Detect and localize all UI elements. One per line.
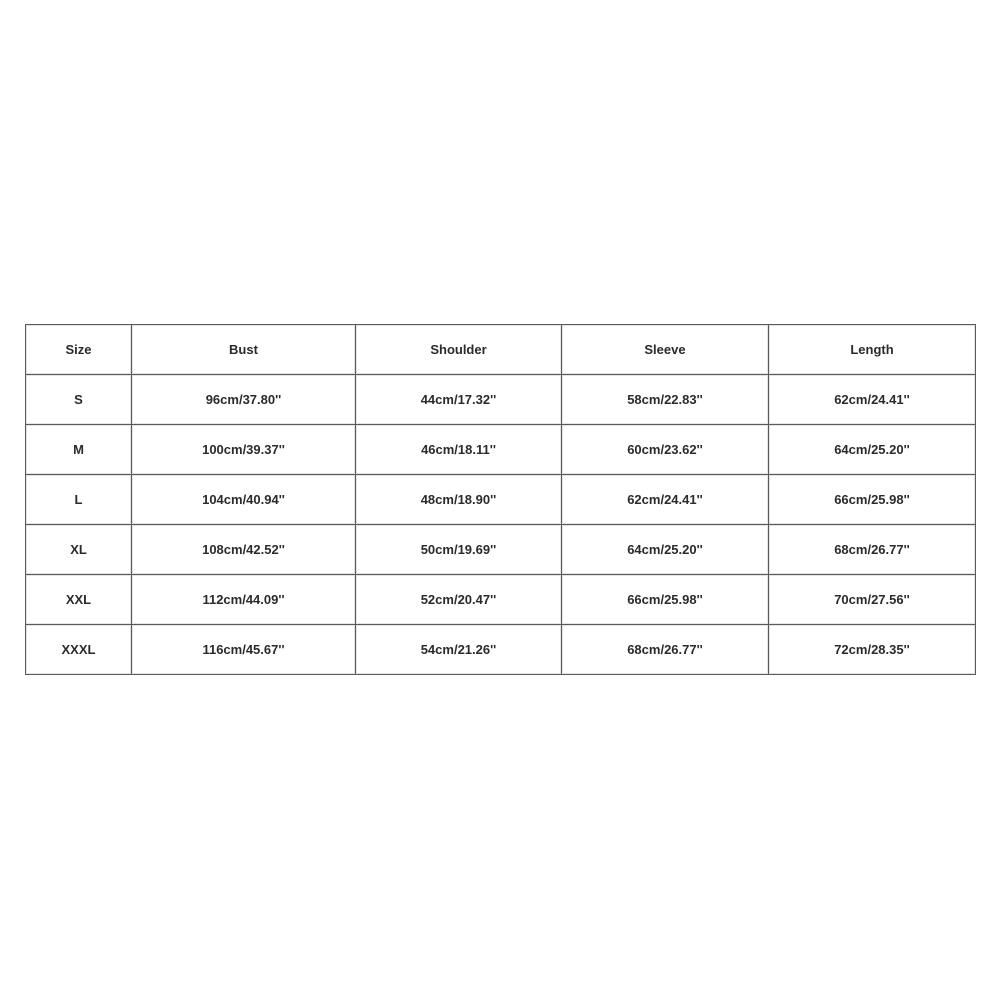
cell-shoulder: 46cm/18.11'' <box>356 425 562 475</box>
table-row <box>26 425 976 475</box>
cell-sleeve: 66cm/25.98'' <box>562 575 769 625</box>
size-chart-table <box>25 324 976 675</box>
cell-shoulder: 52cm/20.47'' <box>356 575 562 625</box>
cell-sleeve: 58cm/22.83'' <box>562 375 769 425</box>
cell-bust: 116cm/45.67'' <box>132 625 356 675</box>
cell-length: 66cm/25.98'' <box>769 475 976 525</box>
table-row <box>26 575 976 625</box>
cell-size: XXL <box>26 575 132 625</box>
cell-bust: 112cm/44.09'' <box>132 575 356 625</box>
cell-shoulder: 50cm/19.69'' <box>356 525 562 575</box>
header-bust: Bust <box>132 325 356 375</box>
table-header-row <box>26 325 976 375</box>
cell-bust: 96cm/37.80'' <box>132 375 356 425</box>
cell-bust: 108cm/42.52'' <box>132 525 356 575</box>
cell-length: 68cm/26.77'' <box>769 525 976 575</box>
table-row <box>26 375 976 425</box>
header-shoulder: Shoulder <box>356 325 562 375</box>
cell-size: S <box>26 375 132 425</box>
cell-bust: 100cm/39.37'' <box>132 425 356 475</box>
cell-size: XL <box>26 525 132 575</box>
cell-shoulder: 44cm/17.32'' <box>356 375 562 425</box>
cell-length: 72cm/28.35'' <box>769 625 976 675</box>
cell-sleeve: 60cm/23.62'' <box>562 425 769 475</box>
cell-length: 70cm/27.56'' <box>769 575 976 625</box>
header-size: Size <box>26 325 132 375</box>
cell-shoulder: 54cm/21.26'' <box>356 625 562 675</box>
cell-bust: 104cm/40.94'' <box>132 475 356 525</box>
cell-sleeve: 64cm/25.20'' <box>562 525 769 575</box>
table-row <box>26 525 976 575</box>
cell-length: 62cm/24.41'' <box>769 375 976 425</box>
cell-size: M <box>26 425 132 475</box>
header-length: Length <box>769 325 976 375</box>
cell-size: XXXL <box>26 625 132 675</box>
cell-shoulder: 48cm/18.90'' <box>356 475 562 525</box>
cell-size: L <box>26 475 132 525</box>
cell-length: 64cm/25.20'' <box>769 425 976 475</box>
cell-sleeve: 62cm/24.41'' <box>562 475 769 525</box>
cell-sleeve: 68cm/26.77'' <box>562 625 769 675</box>
header-sleeve: Sleeve <box>562 325 769 375</box>
table-row <box>26 625 976 675</box>
table-row <box>26 475 976 525</box>
